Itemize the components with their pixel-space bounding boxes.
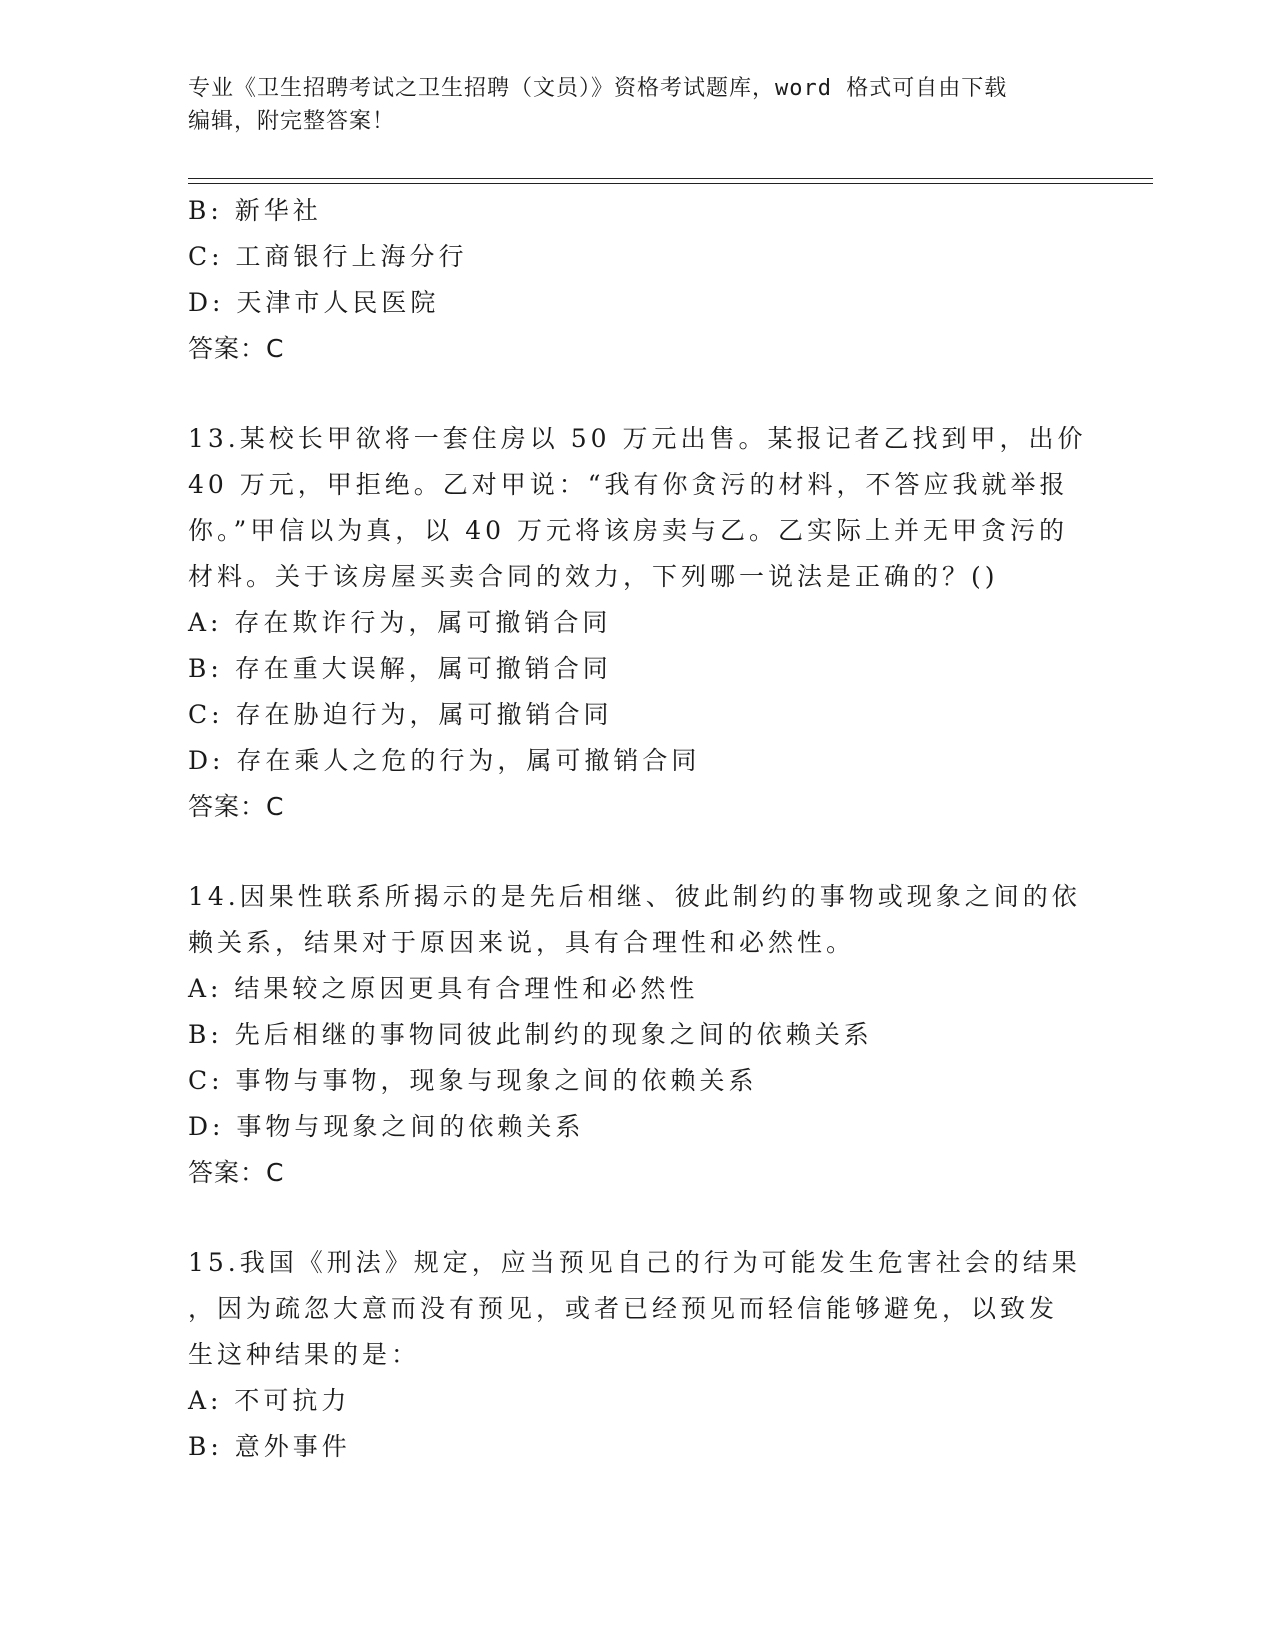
question-stem [188,1240,1088,1378]
header-line-1: 专业《卫生招聘考试之卫生招聘（文员）》资格考试题库，word 格式可自由下载 [188,76,1008,101]
answer: 答案：C [188,334,285,363]
question-12-tail [188,188,1088,372]
document-header [188,72,1068,138]
question-stem [188,416,1088,600]
option-c: C: 事物与事物，现象与现象之间的依赖关系 [188,1066,758,1095]
option-c: C: 存在胁迫行为，属可撤销合同 [188,700,613,729]
option-a: A: 结果较之原因更具有合理性和必然性 [188,974,699,1003]
option-d: D: 天津市人民医院 [188,288,440,317]
stem-line: 你。”甲信以为真，以 40 万元将该房卖与乙。乙实际上并无甲贪污的 [188,516,1068,545]
answer: 答案：C [188,792,285,821]
stem-line: 15.我国《刑法》规定，应当预见自己的行为可能发生危害社会的结果 [188,1248,1081,1277]
stem-line: 40 万元，甲拒绝。乙对甲说：“我有你贪污的材料，不答应我就举报 [188,470,1069,499]
question-14 [188,874,1088,1196]
stem-line: 材料。关于该房屋买卖合同的效力，下列哪一说法是正确的？() [188,562,999,591]
option-b: B: 先后相继的事物同彼此制约的现象之间的依赖关系 [188,1020,873,1049]
option-c: C: 工商银行上海分行 [188,242,468,271]
option-b: B: 意外事件 [188,1432,351,1461]
header-line-2: 编辑，附完整答案！ [188,109,396,134]
stem-line: 赖关系，结果对于原因来说，具有合理性和必然性。 [188,928,856,957]
stem-line: ，因为疏忽大意而没有预见，或者已经预见而轻信能够避免，以致发 [188,1294,1059,1323]
option-d: D: 存在乘人之危的行为，属可撤销合同 [188,746,701,775]
option-a: A: 存在欺诈行为，属可撤销合同 [188,608,612,637]
option-a: A: 不可抗力 [188,1386,351,1415]
stem-line: 生这种结果的是： [188,1340,421,1369]
option-b: B: 新华社 [188,196,322,225]
option-b: B: 存在重大误解，属可撤销合同 [188,654,612,683]
question-13 [188,416,1088,830]
question-15 [188,1240,1088,1470]
header-rule-bottom [188,183,1153,184]
option-d: D: 事物与现象之间的依赖关系 [188,1112,585,1141]
question-stem [188,874,1088,966]
answer: 答案：C [188,1158,285,1187]
question-list [188,188,1088,1470]
stem-line: 14.因果性联系所揭示的是先后相继、彼此制约的事物或现象之间的依 [188,882,1081,911]
header-rule-top [188,178,1153,179]
stem-line: 13.某校长甲欲将一套住房以 50 万元出售。某报记者乙找到甲，出价 [188,424,1087,453]
